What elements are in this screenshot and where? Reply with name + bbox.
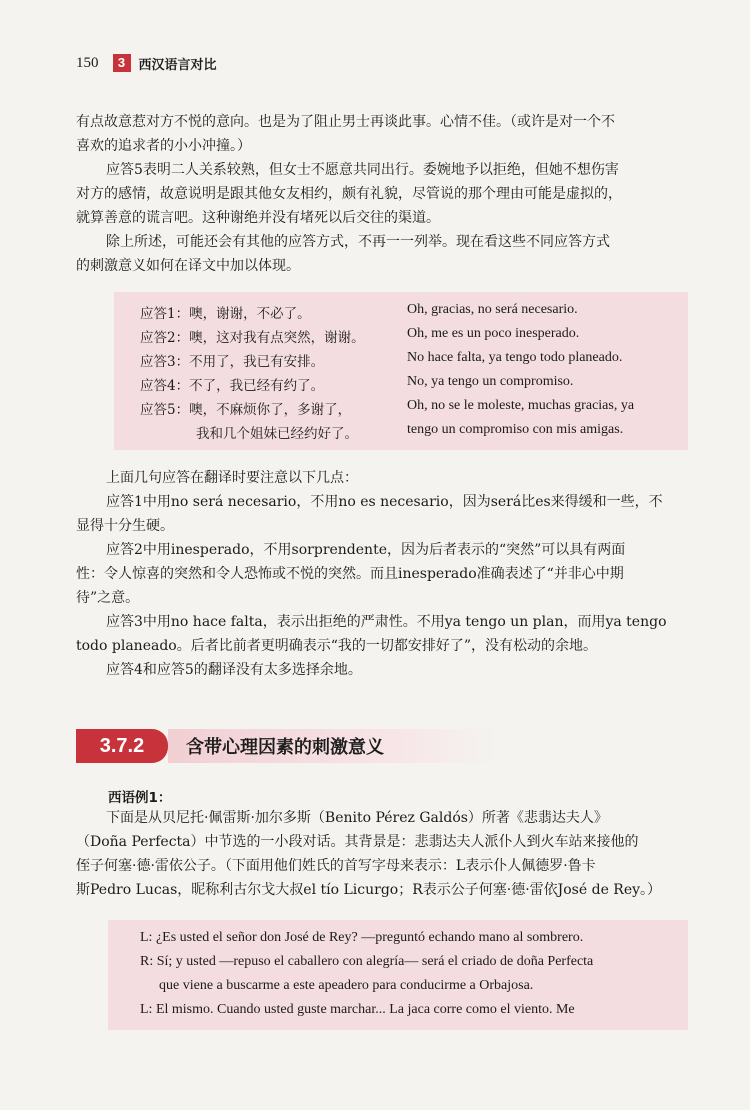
text-line: 下面是从贝尼托·佩雷斯·加尔多斯（Benito Pérez Galdós）所著《悲翡达夫人》	[106, 810, 608, 826]
example-label: 西语例1：	[108, 790, 172, 806]
text-line: 应答4和应答5的翻译没有太多选择余地。	[106, 662, 362, 678]
page-header	[76, 52, 217, 74]
section-number: 3.7.2	[76, 729, 168, 763]
section-heading	[76, 728, 496, 764]
paragraph	[76, 610, 688, 658]
reply-es: tengo un compromiso con mis amigas.	[407, 422, 624, 437]
text-line: 对方的感情，故意说明是跟其他女友相约，颇有礼貌，尽管说的那个理由可能是虚拟的，	[76, 186, 622, 202]
paragraph	[76, 490, 688, 538]
dialogue-line: R: Sí; y usted —repuso el caballero con alegría— será el criado de doña Perfecta	[140, 954, 594, 969]
reply-zh: 应答5：噢，不麻烦你了，多谢了，	[140, 402, 352, 418]
text-line: 喜欢的追求者的小小冲撞。）	[76, 138, 251, 154]
dialogue-line: L: ¿Es usted el señor don José de Rey? —preguntó echando mano al sombrero.	[140, 930, 584, 945]
text-line: 侄子何塞·德·雷依公子。（下面用他们姓氏的首写字母来表示：L表示仆人佩德罗·鲁卡	[76, 858, 596, 874]
dialogue-line: L: El mismo. Cuando usted guste marchar... La jaca corre como el viento. Me	[140, 1002, 575, 1017]
text-line: 性：令人惊喜的突然和令人恐怖或不悦的突然。而且inesperado准确表述了“并非心中期	[76, 566, 624, 582]
text-line: （Doña Perfecta）中节选的一小段对话。其背景是：悲翡达夫人派仆人到火车站来接他的	[76, 834, 639, 850]
paragraph	[76, 658, 688, 682]
reply-es: Oh, gracias, no será necesario.	[407, 302, 578, 317]
dialogue-line: que viene a buscarme a este apeadero para conducirme a Orbajosa.	[159, 978, 534, 993]
text-line: 的刺激意义如何在译文中加以体现。	[76, 258, 300, 274]
text-line: 斯Pedro Lucas，昵称利古尔戈大叔el tío Licurgo；R表示公子何塞·德·雷依José de Rey。）	[76, 882, 662, 898]
chapter-badge: 3	[113, 54, 131, 72]
reply-zh: 应答1：噢，谢谢，不必了。	[140, 306, 311, 322]
reply-zh: 我和几个姐妹已经约好了。	[196, 426, 358, 442]
reply-es: No hace falta, ya tengo todo planeado.	[407, 350, 623, 365]
reply-zh: 应答2：噢，这对我有点突然，谢谢。	[140, 330, 365, 346]
reply-es: No, ya tengo un compromiso.	[407, 374, 574, 389]
paragraph	[76, 806, 688, 902]
text-line: 应答1中用no será necesario，不用no es necesario，因为será比es来得缓和一些，不	[106, 494, 663, 510]
paragraph	[76, 110, 688, 158]
text-line: 上面几句应答在翻译时要注意以下几点：	[106, 470, 358, 486]
text-line: 应答3中用no hace falta，表示出拒绝的严肃性。不用ya tengo un plan，而用ya tengo	[106, 614, 667, 630]
paragraph	[76, 466, 688, 490]
paragraph	[76, 538, 688, 610]
text-line: 应答2中用inesperado，不用sorprendente，因为后者表示的“突然”可以具有两面	[106, 542, 626, 558]
text-line: 有点故意惹对方不悦的意向。也是为了阻止男士再谈此事。心情不佳。（或许是对一个不	[76, 114, 615, 130]
text-line: todo planeado。后者比前者更明确表示“我的一切都安排好了”，没有松动的余地。	[76, 638, 598, 654]
text-line: 应答5表明二人关系较熟，但女士不愿意共同出行。委婉地予以拒绝，但她不想伤害	[106, 162, 619, 178]
reply-es: Oh, no se le moleste, muchas gracias, ya	[407, 398, 635, 413]
book-title: 西汉语言对比	[138, 57, 217, 73]
text-line: 显得十分生硬。	[76, 518, 174, 534]
paragraph	[76, 230, 688, 278]
reply-zh: 应答3：不用了，我已有安排。	[140, 354, 325, 370]
text-line: 就算善意的谎言吧。这种谢绝并没有堵死以后交往的渠道。	[76, 210, 440, 226]
text-line: 待”之意。	[76, 590, 140, 606]
section-title	[168, 729, 496, 763]
reply-zh: 应答4：不了，我已经有约了。	[140, 378, 325, 394]
section-title-text: 含带心理因素的刺激意义	[186, 737, 384, 758]
reply-es: Oh, me es un poco inesperado.	[407, 326, 580, 341]
page-number: 150	[76, 54, 99, 71]
paragraph	[76, 158, 688, 230]
text-line: 除上所述，可能还会有其他的应答方式，不再一一列举。现在看这些不同应答方式	[106, 234, 610, 250]
